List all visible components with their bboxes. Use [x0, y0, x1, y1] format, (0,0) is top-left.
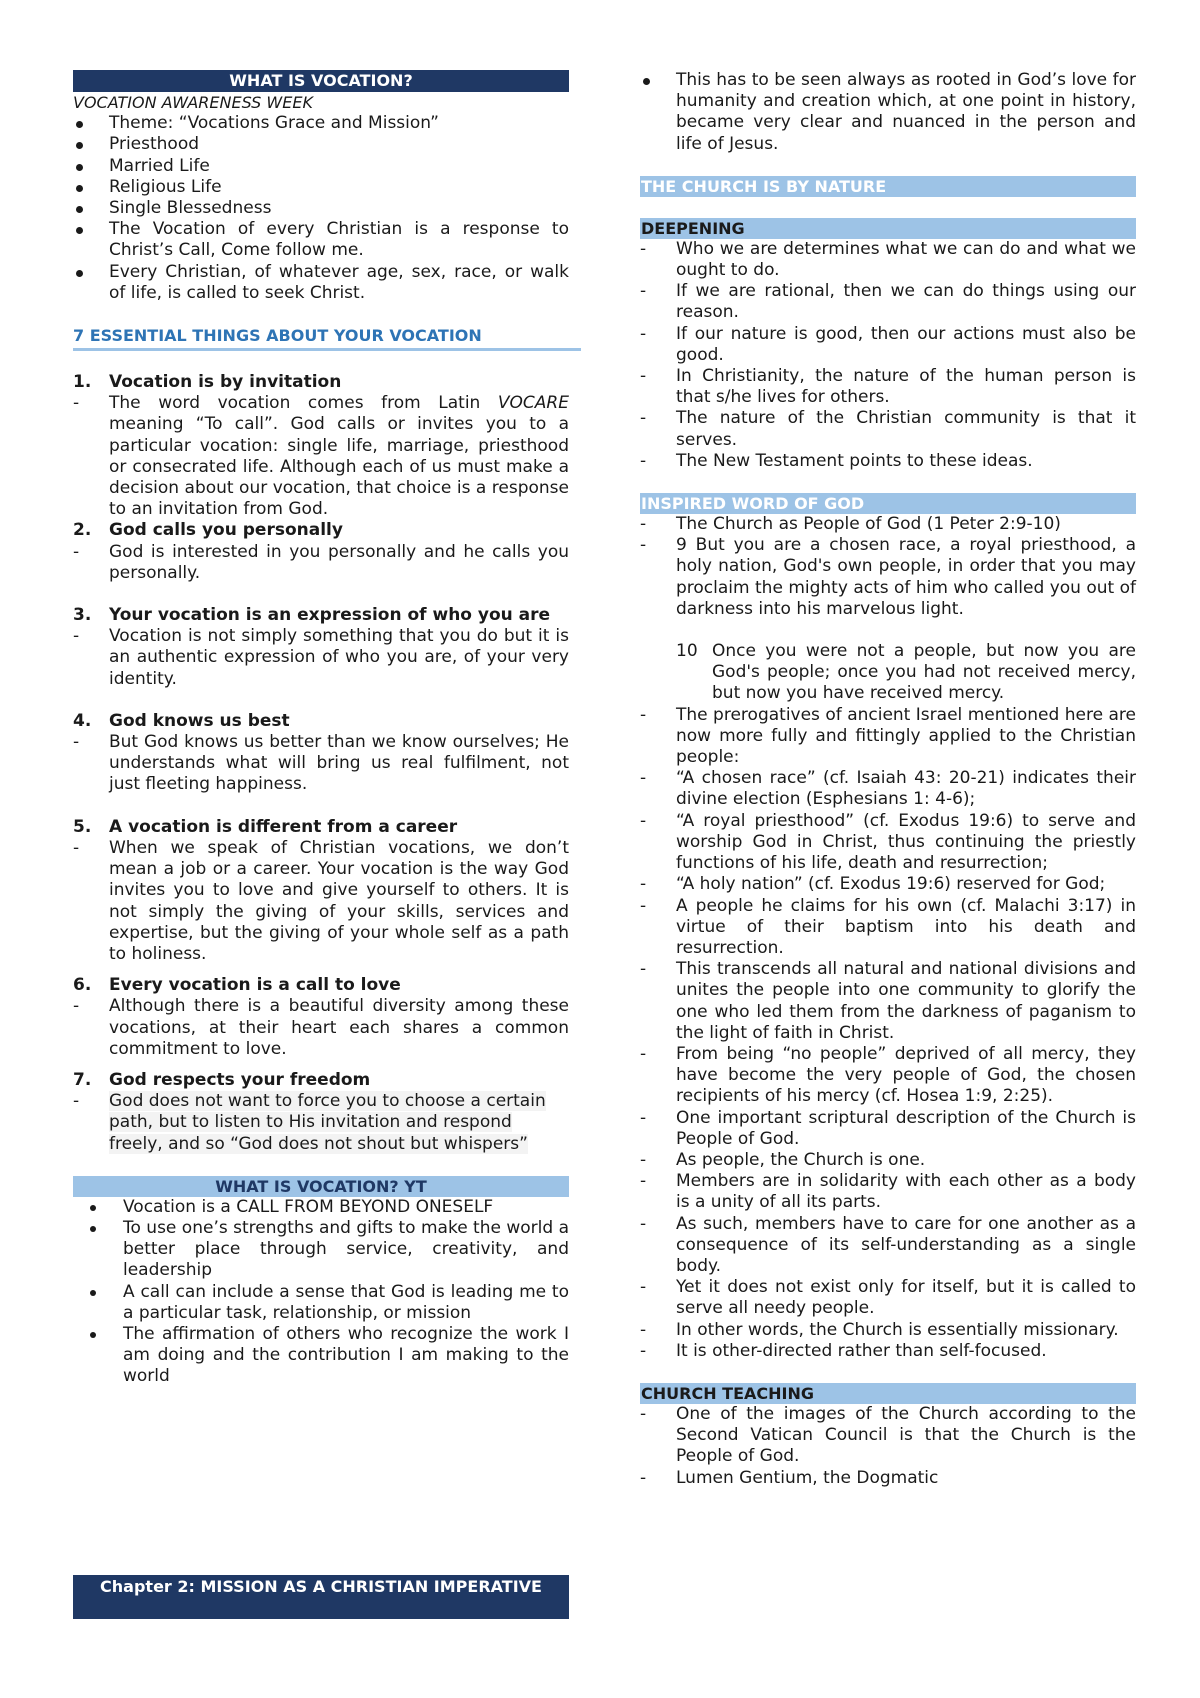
- item-title: Your vocation is an expression of who you are: [109, 605, 551, 626]
- essential-item-2: [73, 520, 569, 584]
- list-item: The affirmation of others who recognize the work I am doing and the contribution I am making to the world: [73, 1324, 569, 1388]
- essential-item-1: [73, 372, 569, 520]
- essential-item-6: [73, 975, 569, 1060]
- item-number: 5.: [73, 816, 92, 837]
- verse-text: Once you were not a people, but now you are God's people; once you had not received mercy, but now you have received mercy.: [712, 641, 1136, 704]
- list-item: Priesthood: [73, 134, 569, 155]
- list-item: Theme: “Vocations Grace and Mission”: [73, 113, 569, 134]
- list-item: - Members are in solidarity with each other as a body is a unity of all its parts.: [640, 1171, 1136, 1213]
- list-item: The Vocation of every Christian is a response to Christ’s Call, Come follow me.: [73, 219, 569, 261]
- header-what-is-vocation: WHAT IS VOCATION?: [73, 70, 569, 92]
- vocation-bullet-list: [73, 113, 569, 304]
- list-item: Married Life: [73, 156, 569, 177]
- header-church-teaching: CHURCH TEACHING: [640, 1383, 1136, 1404]
- item-description: - Although there is a beautiful diversity among these vocations, at their heart each shares a common commitment to love.: [73, 996, 569, 1060]
- essential-item-4: [73, 711, 569, 796]
- item-description: - God is interested in you personally and he calls you personally.: [73, 542, 569, 584]
- item-title: God respects your freedom: [109, 1069, 371, 1090]
- list-item: - Who we are determines what we can do and what we ought to do.: [640, 239, 1136, 281]
- list-item: To use one’s strengths and gifts to make the world a better place through service, creativity, and leadership: [73, 1218, 569, 1282]
- list-item: Every Christian, of whatever age, sex, race, or walk of life, is called to seek Christ.: [73, 262, 569, 304]
- item-number: 3.: [73, 605, 92, 626]
- list-item: Religious Life: [73, 177, 569, 198]
- list-item: A call can include a sense that God is leading me to a particular task, relationship, or mission: [73, 1282, 569, 1324]
- item-number: 7.: [73, 1069, 92, 1090]
- item-title: A vocation is different from a career: [109, 816, 458, 837]
- essential-item-7: [73, 1070, 569, 1155]
- item-description: - When we speak of Christian vocations, we don’t mean a job or a career. Your vocation is the way God invites you to love and give yourself to others. It is not simply the giving of your skills, services and expertise, but the giving of your whole self as a path to holiness.: [73, 838, 569, 965]
- list-item: - The New Testament points to these ideas.: [640, 451, 1136, 472]
- list-item: - “A holy nation” (cf. Exodus 19:6) reserved for God;: [640, 874, 1136, 895]
- inspired-list-a: [640, 514, 1136, 620]
- list-item: - A people he claims for his own (cf. Malachi 3:17) in virtue of their baptism into his death and resurrection.: [640, 896, 1136, 960]
- list-item: - One of the images of the Church according to the Second Vatican Council is that the Church is the People of God.: [640, 1404, 1136, 1468]
- list-item: This has to be seen always as rooted in God’s love for humanity and creation which, at one point in history, became very clear and nuanced in the person and life of Jesus.: [640, 70, 1136, 155]
- list-item: - If our nature is good, then our actions must also be good.: [640, 324, 1136, 366]
- list-item: - Lumen Gentium, the Dogmatic: [640, 1468, 1136, 1489]
- item-title: God knows us best: [109, 710, 290, 731]
- item-number: 1.: [73, 372, 92, 393]
- vocation-awareness-subtitle: VOCATION AWARENESS WEEK: [73, 93, 313, 112]
- list-item: - The Church as People of God (1 Peter 2:9-10): [640, 514, 1136, 535]
- intro-list: [640, 70, 1136, 155]
- teaching-list: [640, 1404, 1136, 1489]
- list-item: - Yet it does not exist only for itself, but it is called to serve all needy people.: [640, 1277, 1136, 1319]
- list-item: - 9 But you are a chosen race, a royal priesthood, a holy nation, God's own people, in order that you may proclaim the mighty acts of him who called you out of darkness into his marvelous light.: [640, 535, 1136, 620]
- list-item: - “A royal priesthood” (cf. Exodus 19:6) to serve and worship God in Christ, thus continuing the priestly functions of his life, death and resurrection;: [640, 811, 1136, 875]
- item-description: - But God knows us better than we know ourselves; He understands what will bring us real fulfilment, not just fleeting happiness.: [73, 732, 569, 796]
- item-title: God calls you personally: [109, 520, 343, 541]
- item-number: 4.: [73, 710, 92, 731]
- essential-item-3: [73, 605, 569, 690]
- item-description: - The word vocation comes from Latin VOCARE meaning “To call”. God calls or invites you to a particular vocation: single life, marriage, priesthood or consecrated life. Although each of us must make a decision about our vocation, that choice is a response to an invitation from God.: [73, 393, 569, 520]
- list-item: - The prerogatives of ancient Israel mentioned here are now more fully and fittingly applied to the Christian people:: [640, 705, 1136, 769]
- item-title: Vocation is by invitation: [109, 372, 342, 393]
- section-title-seven-things: 7 ESSENTIAL THINGS ABOUT YOUR VOCATION: [73, 325, 581, 351]
- header-inspired-word: INSPIRED WORD OF GOD: [640, 493, 1136, 514]
- list-item: Single Blessedness: [73, 198, 569, 219]
- item-number: 6.: [73, 975, 92, 996]
- vocation-yt-list: [73, 1197, 569, 1388]
- list-item: - This transcends all natural and national divisions and unites the people into one community to glorify the one who led them from the darkness of paganism to the light of faith in Christ.: [640, 959, 1136, 1044]
- list-item: - “A chosen race” (cf. Isaiah 43: 20-21) indicates their divine election (Esphesians 1: 4-6);: [640, 768, 1136, 810]
- chapter-2-header: Chapter 2: MISSION AS A CHRISTIAN IMPERATIVE: [73, 1575, 569, 1619]
- list-item: Vocation is a CALL FROM BEYOND ONESELF: [73, 1197, 569, 1218]
- header-what-is-vocation-yt: WHAT IS VOCATION? YT: [73, 1176, 569, 1197]
- list-item: - The nature of the Christian community is that it serves.: [640, 408, 1136, 450]
- deepening-list: [640, 239, 1136, 472]
- item-number: 2.: [73, 520, 92, 541]
- header-church-by-nature: THE CHURCH IS BY NATURE: [640, 176, 1136, 197]
- verse-10: [640, 641, 1136, 705]
- verse-number: 10: [676, 641, 698, 662]
- list-item: - One important scriptural description of the Church is People of God.: [640, 1108, 1136, 1150]
- right-column: [640, 70, 1136, 1489]
- inspired-list-b: [640, 705, 1136, 1362]
- item-title: Every vocation is a call to love: [109, 975, 401, 996]
- item-description: - Vocation is not simply something that you do but it is an authentic expression of who you are, of your very identity.: [73, 626, 569, 690]
- header-deepening: DEEPENING: [640, 218, 1136, 239]
- list-item: - If we are rational, then we can do things using our reason.: [640, 281, 1136, 323]
- list-item: - In other words, the Church is essentially missionary.: [640, 1320, 1136, 1341]
- list-item: - As people, the Church is one.: [640, 1150, 1136, 1171]
- list-item: - From being “no people” deprived of all mercy, they have become the very people of God, the chosen recipients of his mercy (cf. Hosea 1:9, 2:25).: [640, 1044, 1136, 1108]
- list-item: - In Christianity, the nature of the human person is that s/he lives for others.: [640, 366, 1136, 408]
- list-item: - As such, members have to care for one another as a consequence of its self-understanding as a single body.: [640, 1214, 1136, 1278]
- item-description: - God does not want to force you to choose a certain path, but to listen to His invitation and respond freely, and so “God does not shout but whispers”: [73, 1091, 549, 1155]
- list-item: - It is other-directed rather than self-focused.: [640, 1341, 1136, 1362]
- left-column: [73, 70, 569, 1388]
- essential-item-5: [73, 817, 569, 965]
